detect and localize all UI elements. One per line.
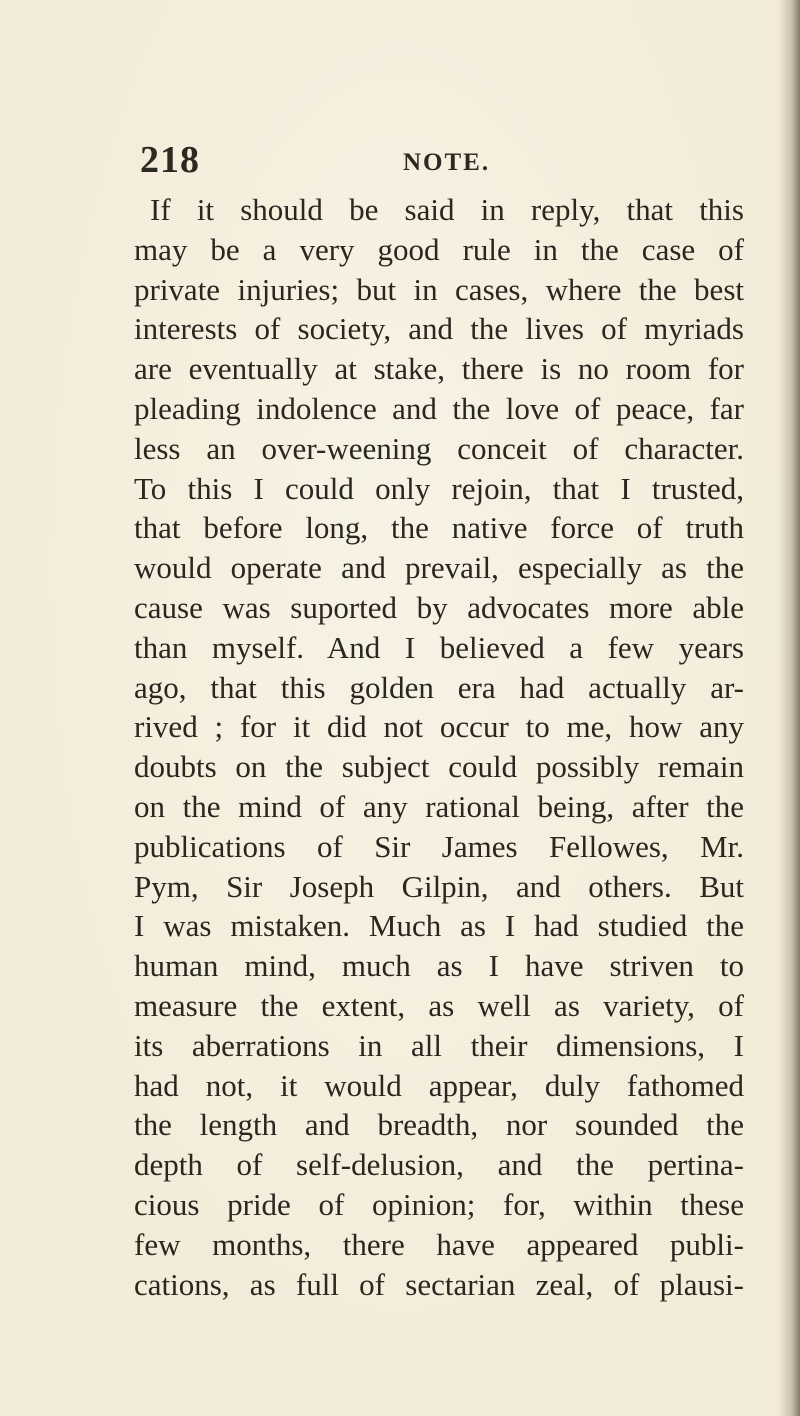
text-line: its aberrations in all their dimensions, I	[134, 1027, 744, 1063]
text-line: publications of Sir James Fellowes, Mr.	[134, 828, 744, 864]
text-line: had not, it would appear, duly fathomed	[134, 1067, 744, 1103]
page-header	[0, 138, 800, 188]
text-line: I was mistaken. Much as I had studied the	[134, 908, 744, 944]
text-line: than myself. And I believed a few years	[134, 629, 744, 665]
text-line: measure the extent, as well as variety, of	[134, 987, 744, 1023]
page-number: 218	[140, 139, 200, 181]
text-line: are eventually at stake, there is no room for	[134, 351, 744, 387]
text-line: Pym, Sir Joseph Gilpin, and others. But	[134, 868, 744, 904]
text-line: depth of self-delusion, and the pertina-	[134, 1147, 744, 1183]
text-line: the length and breadth, nor sounded the	[134, 1107, 744, 1143]
text-line: private injuries; but in cases, where the best	[134, 271, 744, 307]
running-head: NOTE.	[403, 149, 491, 176]
text-line: interests of society, and the lives of myriads	[134, 311, 744, 347]
body-text	[134, 190, 744, 1304]
text-line: on the mind of any rational being, after the	[134, 788, 744, 824]
text-line: ago, that this golden era had actually ar-	[134, 669, 744, 705]
text-line: cations, as full of sectarian zeal, of plausi-	[134, 1266, 744, 1302]
text-line: less an over-weening conceit of character.	[134, 430, 744, 466]
text-line: To this I could only rejoin, that I trusted,	[134, 470, 744, 506]
text-line: human mind, much as I have striven to	[134, 948, 744, 984]
text-line: cause was suported by advocates more able	[134, 589, 744, 625]
text-line: cious pride of opinion; for, within these	[134, 1186, 744, 1222]
text-line: that before long, the native force of truth	[134, 510, 744, 546]
text-line: pleading indolence and the love of peace, far	[134, 390, 744, 426]
page-edge-shadow	[778, 0, 800, 1416]
text-line: may be a very good rule in the case of	[134, 231, 744, 267]
text-line: would operate and prevail, especially as the	[134, 550, 744, 586]
text-line: few months, there have appeared publi-	[134, 1226, 744, 1262]
text-line: doubts on the subject could possibly remain	[134, 749, 744, 785]
text-line: If it should be said in reply, that this	[150, 192, 744, 227]
text-line: rived ; for it did not occur to me, how any	[134, 709, 744, 745]
